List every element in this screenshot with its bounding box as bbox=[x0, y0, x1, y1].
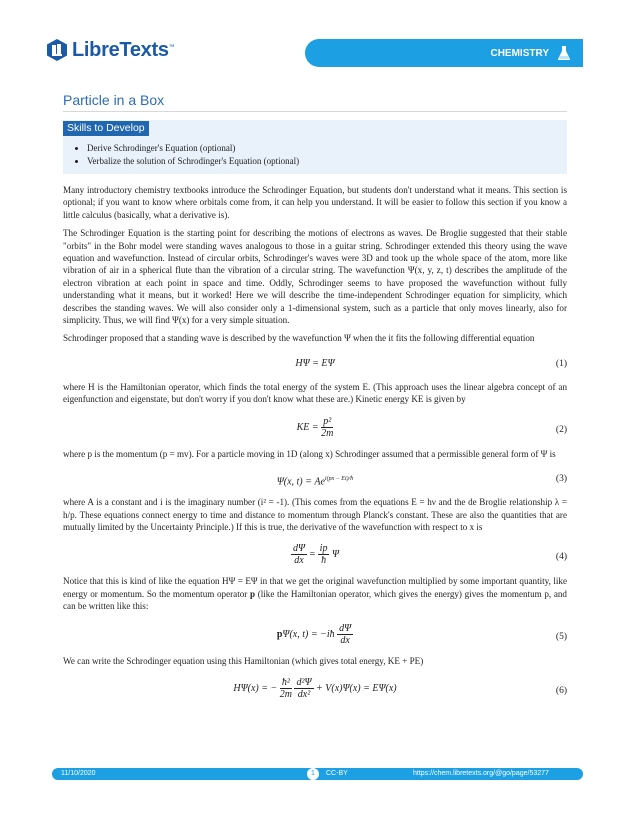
equation-5 bbox=[63, 619, 567, 651]
equation-2 bbox=[63, 412, 567, 444]
skills-heading: Skills to Develop bbox=[63, 121, 149, 136]
equation-5-number: (5) bbox=[555, 631, 567, 642]
paragraph: Schrodinger proposed that a standing wave is described by the wavefunction Ψ when the it fits the following differential equation bbox=[63, 333, 535, 344]
paragraph: Notice that this is kind of like the equation HΨ = EΨ in that we get the original wavefunction multiplied by some important quantity, like energy or momentum. So the momentum operator p (like the Hamiltonian operator, which gives the energy) gives the momentum p, and can be written like this: bbox=[63, 576, 567, 612]
equation-1-math: HΨ = EΨ bbox=[295, 357, 335, 369]
equation-1-number: (1) bbox=[555, 358, 567, 369]
article-body bbox=[63, 184, 567, 709]
equation-3-number: (3) bbox=[555, 474, 567, 485]
skill-item: • Verbalize the solution of Schrodinger's Equation (optional) bbox=[87, 155, 299, 168]
subject-label: CHEMISTRY bbox=[490, 47, 549, 59]
equation-6-math: HΨ(x) = − $\frac{\text{ħ²}}{2m}$ $\frac{\text{d²Ψ}}{\text{dx²}}$ + V(x)Ψ(x) = EΨ(x) bbox=[233, 676, 397, 700]
equation-4 bbox=[63, 539, 567, 571]
equation-2-math: KE = $\frac{\text{p²}}{2m}$ bbox=[296, 415, 334, 439]
page-number: 1 bbox=[307, 768, 319, 780]
paragraph: where H is the Hamiltonian operator, which finds the total energy of the system E. (This approach uses the linear algebra concept of an eigenfunction and eigenstate, but don't worry if you don't know what these are.) Kinetic energy KE is given by bbox=[63, 381, 567, 405]
title-divider bbox=[63, 111, 567, 112]
page-url-link[interactable]: https://chem.libretexts.org/@go/page/53277 bbox=[413, 770, 549, 777]
page-footer bbox=[52, 768, 583, 780]
skills-list bbox=[63, 142, 299, 168]
license-label: CC-BY bbox=[326, 770, 348, 777]
equation-4-math: $\frac{d\Psi}{dx}$ = $\frac{ip}{ħ}$ Ψ bbox=[293, 543, 339, 567]
equation-6 bbox=[63, 673, 567, 705]
paragraph: Many introductory chemistry textbooks introduce the Schrodinger Equation, but students don't understand what it means. This section is optional; if you want to know where orbitals come from, it can help you understand. It will be easier to follow this section if you know a little calculus (basically, what a derivative is). bbox=[63, 185, 567, 220]
skill-item: • Derive Schrodinger's Equation (optional) bbox=[87, 142, 299, 155]
equation-1 bbox=[63, 351, 567, 377]
equation-3-math: Ψ(x, $t) = Ae^{i(px - Et)/ħ}$ bbox=[276, 476, 354, 488]
logo-text: LibreTexts™ bbox=[72, 38, 175, 61]
flask-icon bbox=[557, 45, 571, 61]
libretexts-logo-icon bbox=[46, 38, 68, 62]
subject-banner[interactable] bbox=[305, 39, 583, 67]
paragraph: where A is a constant and i is the imaginary number (i² = -1). (This comes from the equations E = hν and the de Broglie relationship λ = h/p. These equations connect energy to time and distance to momentum through Planck's constant. These are also the quantities that are mutually limited by the Uncertainty Principle.) If this is true, the derivative of the wavefunction with respect to x is bbox=[63, 497, 567, 532]
skills-box bbox=[63, 120, 567, 174]
equation-5-math: pΨ(x, t) = −iħ $\frac{d\Psi}{dx}$ bbox=[276, 622, 352, 646]
equation-6-number: (6) bbox=[555, 685, 567, 696]
paragraph: The Schrodinger Equation is the starting point for describing the motions of electrons as waves. De Broglie suggested that their stable "orbits" in the Bohr model were standing waves analogous to those in a guitar string. Schrodinger extended this theory using the wave equation and wavefunction. Instead of circular orbits, Schrodinger's waves were 3D and took up the whole space of the atom, more like vibration of air in a spherical flute than the vibration of a circular string. The wavefunction Ψ(x, y, z, t) describes the amplitude of the electron vibration at each point in space and time. Oddly, Schrodinger seems to have proposed the wavefunction without fully understanding what it means, but it worked! Here we will describe the time-independent Schrodinger equation for simplicity, which describes the standing waves. We will also consider only a 1-dimensional system, such as a particle that only moves linearly, also for simplicity. Thus, we will find Ψ(x) for a very simple situation. bbox=[63, 228, 567, 326]
equation-2-number: (2) bbox=[555, 424, 567, 435]
page-title: Particle in a Box bbox=[63, 92, 165, 108]
libretexts-logo[interactable] bbox=[46, 38, 174, 62]
equation-3 bbox=[63, 466, 567, 492]
footer-date: 11/10/2020 bbox=[61, 770, 96, 777]
paragraph: We can write the Schrodinger equation using this Hamiltonian (which gives total energy, KE + PE) bbox=[63, 655, 424, 666]
paragraph: where p is the momentum (p = mv). For a particle moving in 1D (along x) Schrodinger assumed that a permissible general form of Ψ is bbox=[63, 448, 556, 459]
equation-4-number: (4) bbox=[555, 552, 567, 563]
